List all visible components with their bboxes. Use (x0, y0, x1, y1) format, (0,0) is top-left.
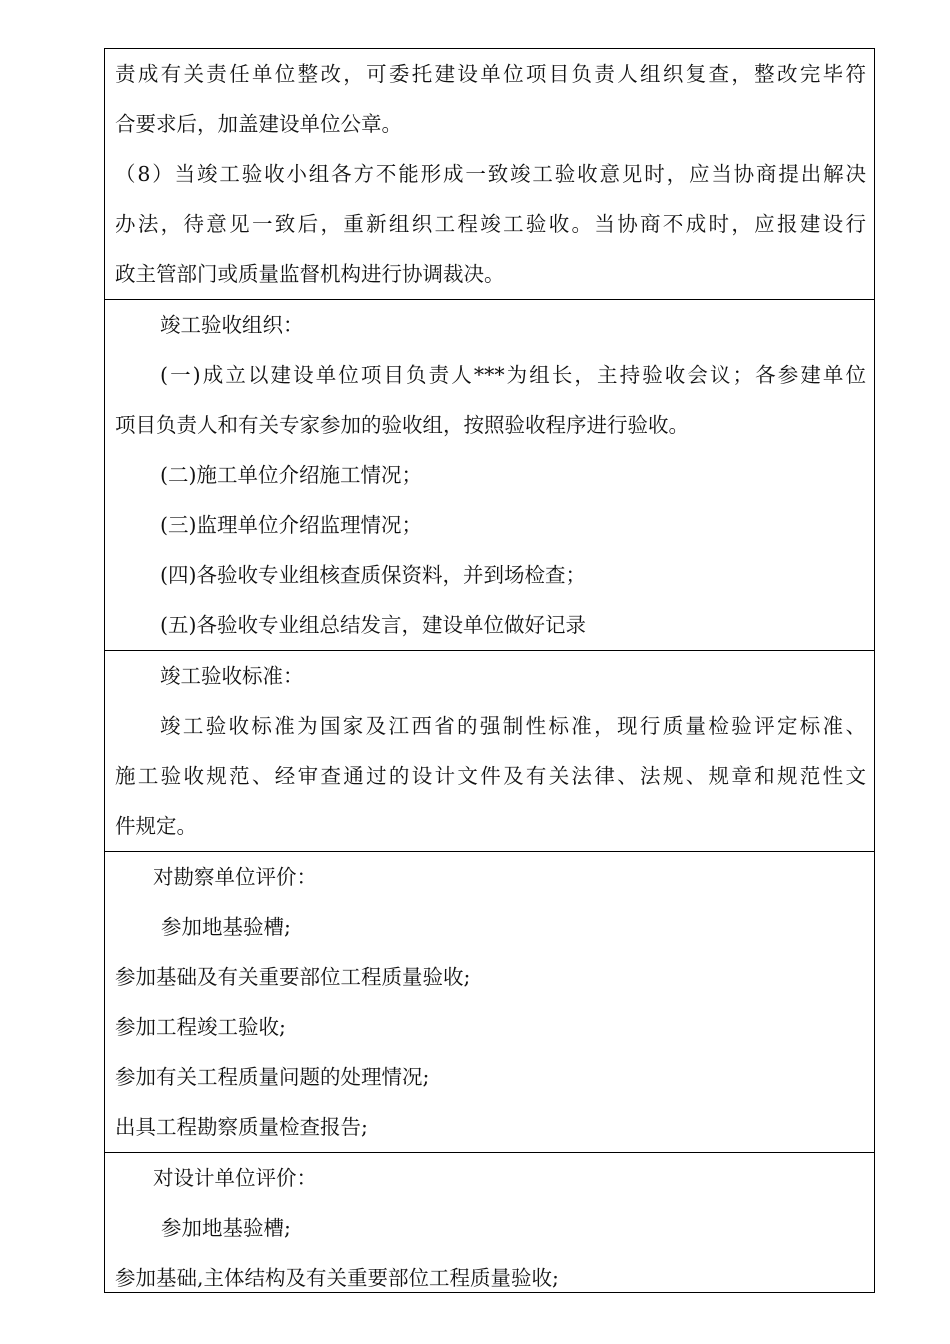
text-line: 施工验收规范、经审查通过的设计文件及有关法律、法规、规章和规范性文 (115, 764, 866, 788)
text-line: 政主管部门或质量监督机构进行协调裁决。 (115, 262, 505, 286)
section-acceptance-organization (105, 299, 874, 650)
text-line: 参加基础及有关重要部位工程质量验收; (115, 965, 471, 989)
section-heading: 竣工验收组织： (160, 313, 304, 337)
section-acceptance-standard (105, 650, 874, 851)
section-design-unit-evaluation (105, 1152, 874, 1292)
section-survey-unit-evaluation (105, 851, 874, 1152)
text-line: (三)监理单位介绍监理情况； (160, 513, 422, 537)
section-acceptance-procedure-cont (105, 49, 874, 299)
text-line: 合要求后，加盖建设单位公章。 (115, 112, 402, 136)
text-line: (二)施工单位介绍施工情况； (160, 463, 422, 487)
text-line: 办法，待意见一致后，重新组织工程竣工验收。当协商不成时，应报建设行 (115, 212, 866, 236)
text-line: (一)成立以建设单位项目负责人***为组长，主持验收会议；各参建单位 (160, 363, 866, 387)
text-line: 参加工程竣工验收; (115, 1015, 286, 1039)
text-line: 参加地基验槽; (161, 915, 291, 939)
text-line: 项目负责人和有关专家参加的验收组，按照验收程序进行验收。 (115, 413, 689, 437)
text-line: 竣工验收标准为国家及江西省的强制性标准，现行质量检验评定标准、 (160, 714, 866, 738)
document-table (104, 48, 875, 1293)
text-line: （8）当竣工验收小组各方不能形成一致竣工验收意见时，应当协商提出解决 (115, 162, 866, 186)
text-line: 出具工程勘察质量检查报告; (115, 1115, 368, 1139)
text-line: 参加地基验槽; (161, 1216, 291, 1240)
text-line: 件规定。 (115, 814, 197, 838)
section-heading: 对勘察单位评价： (153, 865, 317, 889)
section-heading: 竣工验收标准： (160, 664, 304, 688)
text-line: (四)各验收专业组核查质保资料，并到场检查； (160, 563, 586, 587)
section-heading: 对设计单位评价： (153, 1166, 317, 1190)
text-line: 责成有关责任单位整改，可委托建设单位项目负责人组织复查，整改完毕符 (115, 62, 866, 86)
text-line: (五)各验收专业组总结发言，建设单位做好记录 (160, 613, 586, 637)
text-line: 参加有关工程质量问题的处理情况; (115, 1065, 430, 1089)
text-line: 参加基础,主体结构及有关重要部位工程质量验收; (115, 1266, 559, 1290)
